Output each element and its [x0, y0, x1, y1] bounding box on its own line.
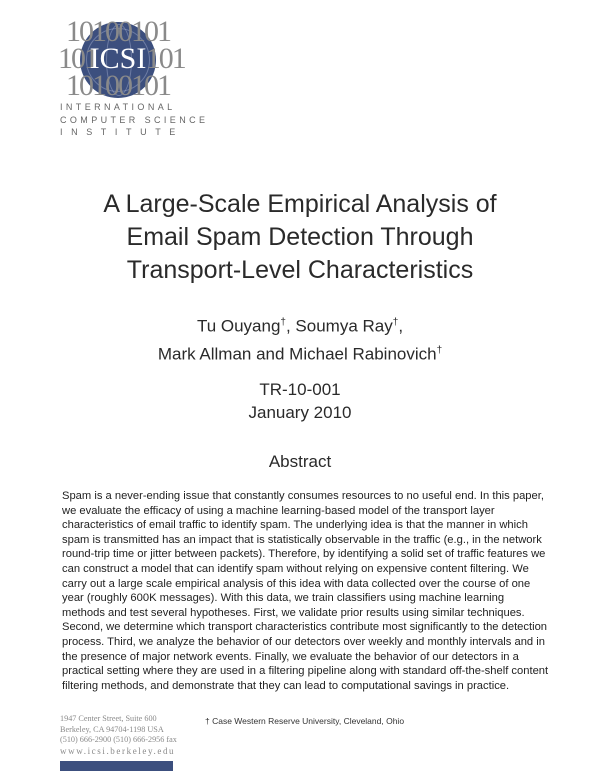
address-line-2: Berkeley, CA 94704-1198 USA: [60, 724, 164, 734]
author-list: [0, 311, 600, 366]
title-line-3: Transport-Level Characteristics: [126, 256, 474, 284]
abstract-body: Spam is a never-ending issue that constantly consumes resources to no useful end. In this paper, we evaluate the efficacy of using a machine learning-based model of the transport layer characteristics of email traffic to identify spam. The underlying idea is that the manner in which spam is transmitted has an impact that is statistically observable in the traffic (e.g., in the network round-trip time or jitter between packets). Therefore, by identifying a solid set of traffic features we can construct a model that can identify spam without relying on expensive content filtering. We carry out a large scale empirical analysis of this idea with data collected over the course of one year (roughly 600K messages). With this data, we train classifiers using machine learning methods and test several hypotheses. First, we validate prior results using similar techniques. Second, we determine which transport characteristics contribute most significantly to the detection process. Third, we analyze the behavior of our detectors over weekly and monthly intervals and in the presence of major network events. Finally, we evaluate the behavior of our detectors in a practical setting where they are used in a filtering pipeline along with standard off-the-shelf content filtering methods, and demonstrate that they can lead to computational savings in practice.: [62, 490, 549, 692]
logo-bits-row-1: 10100101: [66, 15, 170, 48]
icsi-logo: [58, 14, 185, 102]
institute-name: [60, 101, 208, 139]
address-line-1: 1947 Center Street, Suite 600: [60, 714, 157, 723]
logo-bits-row-3: 10100101: [66, 69, 170, 102]
institute-name-line-3: INSTITUTE: [60, 127, 184, 137]
abstract-heading: Abstract: [268, 452, 332, 471]
authors-line-2: Mark Allman and Michael Rabinovich†: [157, 344, 443, 364]
address-line-3: (510) 666-2900 (510) 666-2956 fax: [60, 735, 177, 744]
institute-address: [60, 714, 177, 756]
brand-bar: [60, 761, 173, 771]
report-date: January 2010: [248, 403, 352, 422]
paper-title: [0, 188, 600, 287]
authors-line-1: Tu Ouyang†, Soumya Ray†,: [196, 316, 404, 336]
title-line-1: A Large-Scale Empirical Analysis of: [103, 190, 497, 218]
affiliation-footnote: † Case Western Reserve University, Cleveland, Ohio: [205, 716, 405, 726]
institute-website: www.icsi.berkeley.edu: [60, 745, 176, 756]
logo-bits-row-2: 101 101: [58, 42, 185, 75]
report-info: [0, 378, 600, 424]
report-number: TR-10-001: [259, 380, 341, 399]
institute-name-line-1: INTERNATIONAL: [60, 102, 176, 112]
institute-name-line-2: COMPUTER SCIENCE: [60, 114, 209, 125]
title-line-2: Email Spam Detection Through: [126, 223, 474, 251]
logo-acronym: ICSI: [89, 42, 147, 75]
